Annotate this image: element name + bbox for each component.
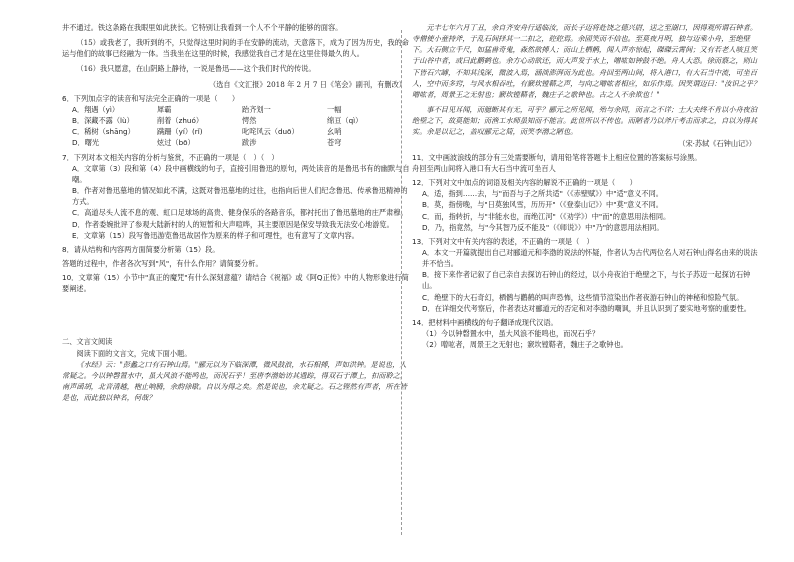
- article-source: （选自《文汇报》2018 年 2 月 7 日《笔会》副刊，有删改）: [209, 79, 406, 89]
- question-12-option-b: B．莫，指傍晚，与"日莫独风雪，历历开"（《登泰山记》）中"莫"意义不同。: [422, 200, 663, 210]
- question-10: 10．文章第（15）小节中"真正的魔咒"有什么深刻意蕴？请结合《祝福》或《阿Q正传》中的人物形象进行简要阐述。: [62, 273, 409, 294]
- question-12-option-c: C．而，指转折，与"非能水也，而绝江河"（《劝学》）中"而"的意思用法相同。: [422, 211, 671, 221]
- paragraph-top: 井不通过。铁这条路在我眼里如此狭长。它特别让我看到一个人不个平静的能够的面容。: [62, 23, 343, 32]
- question-7-stem: 7．下列对本文相关内容的分析与鉴赏，不正确的一项是（ ）（ ）: [62, 152, 279, 162]
- passage-end: 事不目见耳闻，而臆断其有无，可乎？郦元之所见闻，殆与余同，而言之不详；士大夫终不肯以小舟夜泊绝壁之下，故莫能知；而渔工水师虽知而不能言。此世所以不传也。而陋者乃以斧斤考击而求之，自以为得其实。余是以记之，盖叹郦元之简，而笑李渤之陋也。: [412, 105, 758, 137]
- question-6-option-c: C．稀树（shāng） 蹒跚（yí）(rǐ) 叱咤风云（duō） 幺哨: [72, 127, 342, 137]
- paragraph-16: （16）我只愿意，在山阴路上静待，一说是鲁迅——这个我们时代的传说。: [76, 64, 316, 74]
- question-6: [62, 93, 412, 149]
- question-14-part-1: （1）今以钟磬置水中，虽大风浪不能鸣也，而况石乎？: [422, 329, 600, 339]
- passage-continued: 元丰七年六月丁丑，余自齐安舟行适临汝，而长子迈将赴饶之德兴尉，送之至湖口，因得观所谓石钟者。寺僧使小童持斧，于乱石间择其一二扣之，硿硿焉。余固笑而不信也。至莫夜月明，独与迈乘小舟，至绝壁下。大石侧立千尺，如猛兽奇鬼，森然欲搏人；而山上栖鹘，闻人声亦惊起，磔磔云霄间；又有若老人咳且笑于山谷中者，或曰此鹳鹤也。余方心动欲还，而大声发于水上，噌吰如钟鼓不绝。舟人大恐。徐而察之，则山下皆石穴罅，不知其浅深，微波入焉，涵淡澎湃而为此也。舟回至两山间，将入港口，有大石当中流，可坐百人，空中而多窍，与风水相吞吐，有窾坎镗鞳之声，与向之噌吰者相应，如乐作焉。因笑谓迈曰："汝识之乎？噌吰者，周景王之无射也；窾坎镗鞳者，魏庄子之歌钟也。古之人不余欺也！": [412, 23, 761, 99]
- paragraph-15: （15）或我老了，我听到的不，只觉得这里时间的手在安静的流动，天意落下，成为了因为历史，我的命运与他们的故事已经融为一体。当我坐在这里的时候，我感觉我自己才是在这里住得最久的人。: [62, 38, 409, 59]
- question-13-stem: 13．下列对文中有关内容的表述，不正确的一项是（ ）: [412, 236, 594, 246]
- question-8: 8．请从结构和内容两方面简要分析第（15）段。: [62, 244, 220, 254]
- question-12-option-d: D．乃，指竟然，与"今其智乃反不能及"（《师说》）中"乃"的意思用法相同。: [422, 222, 664, 232]
- right-column: [412, 22, 762, 350]
- left-column: [62, 22, 412, 403]
- question-6-stem: 6．下列加点字的读音和写法完全正确的一项是（ ）: [62, 93, 240, 103]
- column-divider: [401, 30, 402, 535]
- question-12-stem: 12．下列对文中加点的词语及相关内容的解说不正确的一项是（ ）: [412, 178, 637, 188]
- question-9: 答题的过程中，作者各次写到"风"，有什么作用？请简要分析。: [62, 258, 263, 268]
- section-intro: 阅读下面的文言文，完成下面小题。: [76, 348, 192, 358]
- question-12: [412, 177, 762, 233]
- question-7-option-d: D．作者委婉批评了参观大陆新村的人的短暂和大声喧哗，其主要原因是保安导致我无法安心地游览。: [72, 219, 394, 229]
- question-12-option-a: A．适，指到……去，与"而吾与子之所共适"（《赤壁赋》）中"适"意义不同。: [422, 189, 663, 199]
- question-13-option-b: B．接下来作者记叙了自己亲自去探访石钟山的经过，以小舟夜泊于绝壁之下，与长子苏迈一起探访石钟山。: [422, 270, 751, 291]
- passage-start: 《水经》云："彭蠡之口有石钟山焉。"郦元以为下临深潭，微风鼓浪，水石相搏，声如洪钟。是说也，人常疑之。今以钟磬置水中，虽大风浪不能鸣也，而况石乎！至唐李渤始访其遗踪，得双石于潭上，扣而聆之，南声函胡，北音清越，枹止响腾，余韵徐歇。自以为得之矣。然是说也，余尤疑之。石之铿然有声者，所在皆是也，而此独以钟名，何哉？: [62, 359, 408, 403]
- question-13-option-a: A．本文一开篇就提出自己对郦道元和李渤的说法的怀疑，作者认为古代两位名人对石钟山得名由来的说法并不恰当。: [422, 247, 758, 269]
- question-11-sentence: 舟回至两山间将入港口有大石当中流可坐百人: [412, 163, 556, 173]
- question-6-option-a: A．翔遇（yì） 犀霸 跆齐划一 一幅: [72, 104, 342, 114]
- question-13: [412, 236, 762, 314]
- question-7: [62, 152, 412, 241]
- question-14-part-2: （2）噌吰者，周景王之无射也；窾坎镗鞳者，魏庄子之歌钟也。: [422, 340, 628, 350]
- question-7-option-c: C．高道尽头人流不息的观、虹口足球场的高贵、健身保乐的各路音乐，都衬托出了鲁迅墓地的庄严肃穆。: [72, 208, 408, 218]
- question-7-option-e: E．文章第（15）段写鲁迅游览鲁迅故居作为原来的样子和可理性，也有意写了文章内容。: [72, 230, 359, 240]
- section-title: 二、文言文阅读: [62, 337, 113, 347]
- question-13-option-c: C．绝壁下的大石奇幻，栖鹘与鹳鹤的叫声恐怖，这些情节渲染出作者夜游石钟山的神秘和惊险气氛。: [422, 292, 744, 302]
- question-6-option-d: D．曙光 炫过（bō） 跋涉 苍穹: [72, 138, 342, 148]
- question-11: 11．文中画波浪线的部分有三处需要断句，请用铅笔将答题卡上相应位置的答案标号涂黑。: [412, 152, 702, 162]
- question-13-option-d: D．在详细交代考察后，作者表达对郦道元的否定和对李渤的嘲讽，并且认识到了要实地考察的重要性。: [422, 303, 751, 313]
- passage-source: （宋·苏轼《石钟山记》）: [678, 138, 756, 148]
- question-7-option-b: B．作者对鲁迅墓地的情况如此不满，这既对鲁迅墓地的过往，也指向后世人们纪念鲁迅、传承鲁迅精神的方式。: [72, 186, 408, 207]
- question-14: 14．把材料中画横线的句子翻译成现代汉语。: [412, 317, 558, 327]
- question-7-option-a: A．文章第（3）段和第（4）段中画横线的句子，直接引用鲁迅的原句，两处读音的是鲁迅书有的幽默与自嘲。: [72, 163, 410, 184]
- question-6-option-b: B．深藏不露（lù） 削着（zhuó） 愕然 绵亘（qì）: [72, 116, 363, 126]
